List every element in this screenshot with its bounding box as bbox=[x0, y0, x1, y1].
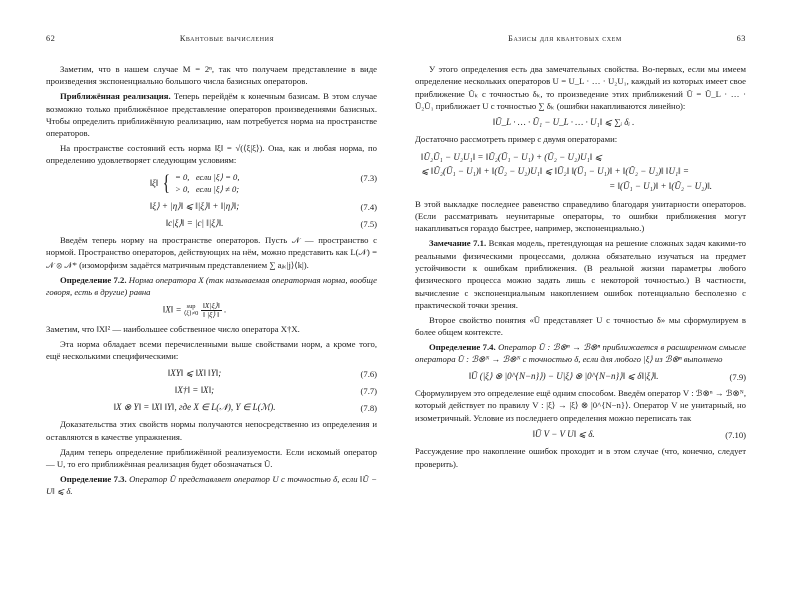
remark-7-1 bbox=[415, 237, 746, 311]
equation-7-6 bbox=[46, 367, 377, 380]
equation-7-10-number: (7.10) bbox=[725, 429, 746, 440]
paragraph-right-2: Достаточно рассмотреть пример с двумя операторами: bbox=[415, 134, 618, 145]
paragraph-left-2-text: Теперь перейдём к конечным базисам. В этом случае возможно только приближённое представление операторов произведениями базисных. Чтобы определить приближённую реализацию, нам потребуется норма на пространстве операторов. bbox=[46, 91, 377, 139]
remark-7-1-text: Всякая модель, претендующая на решение сложных задач какими-то реальными физическими процессами, должна обязательно изучаться на предмет устойчивости к ошибкам приближения. (В реальной жизни параметры любого физического процесса можно задать лишь с некоторой точностью.) В частности, вычисление с экспоненциальным накоплением ошибок потенциально бесполезно с практической точки зрения. bbox=[415, 238, 746, 311]
paragraph-right-5: Сформулируем это определение ещё одним способом. Введём оператор V : ℬ⊗ⁿ → ℬ⊗ᴺ, который действует по правилу V : |ξ⟩ → |ξ⟩ ⊗ |0^{N−n}⟩. Оператор V не унитарный, но изометричный. Условие из последнего определения можно переписать так bbox=[415, 387, 746, 423]
equation-7-6-number: (7.6) bbox=[360, 368, 377, 379]
equation-7-5 bbox=[46, 217, 377, 230]
column-right bbox=[415, 63, 746, 575]
column-left bbox=[46, 63, 377, 575]
definition-7-4-label: Определение 7.4. bbox=[429, 342, 496, 353]
paragraph-left-2 bbox=[46, 90, 377, 139]
paragraph-right-4: Второе свойство понятия «Ũ представляет U с точностью δ» мы сформулируем в более общем контексте. bbox=[415, 314, 746, 338]
folio-left: 62 bbox=[46, 34, 56, 43]
paragraph-left-8: Дадим теперь определение приближённой реализуемости. Если искомый оператор — U, то его приближённая реализация будет обозначаться Ũ. bbox=[46, 446, 377, 469]
definition-7-2-text: Норма оператора X (так называемая операторная норма, вообще говоря, есть в другие) равна bbox=[46, 274, 378, 297]
equation-operator-norm-body: ‖X‖ = sup ⟨ξ⟩≠0 $\frac{‖X|\xi⟩‖}{‖ |\xi⟩ ‖}$ . bbox=[162, 301, 227, 320]
equation-7-9 bbox=[415, 370, 746, 383]
equation-two-operators-line-3: = ‖(Ũ₁ − U₁)‖ + ‖(Ũ₂ − U₂)‖. bbox=[609, 180, 712, 191]
definition-7-3-label: Определение 7.3. bbox=[60, 473, 127, 484]
running-head-right bbox=[396, 34, 746, 43]
equation-7-5-body: ‖c|ξ⟩‖ = |c| ‖|ξ⟩‖. bbox=[165, 217, 224, 228]
equation-7-7-number: (7.7) bbox=[360, 385, 377, 396]
two-column-body bbox=[46, 63, 746, 575]
equation-two-operators bbox=[415, 149, 746, 193]
paragraph-left-5: Заметим, что ‖X‖² — наибольшее собственное число оператора X†X. bbox=[46, 324, 300, 335]
equation-7-5-number: (7.5) bbox=[360, 218, 377, 229]
equation-7-8 bbox=[46, 401, 377, 414]
equation-7-4-body: ‖ξ⟩ + |η⟩‖ ⩽ ‖|ξ⟩‖ + ‖|η⟩‖; bbox=[149, 200, 240, 211]
running-title-left: квантовые вычисления bbox=[179, 34, 275, 43]
equation-7-8-body: ‖X ⊗ Y‖ = ‖X‖ ‖Y‖, где X ∈ L(𝒩), Y ∈ L(ℳ). bbox=[113, 402, 276, 413]
equation-two-operators-body bbox=[415, 149, 712, 193]
equation-7-4 bbox=[46, 200, 377, 213]
definition-7-4 bbox=[415, 341, 746, 366]
paragraph-right-1: У этого определения есть два замечательных свойства. Во-первых, если мы имеем определение нескольких операторов U = U_L · … · U₂U₁, каждый из которых имеет свое приближение Ũₖ с точностью δₖ, то произведение этих приближений Ũ = Ũ_L · … · Ũ₂Ũ₁ приближает U с точностью ∑ δₖ (ошибки накапливаются линейно): bbox=[415, 64, 746, 112]
running-head-left bbox=[46, 34, 396, 43]
folio-right: 63 bbox=[736, 34, 746, 43]
equation-linear-error-body: ‖Ũ_L · … · Ũ₁ − U_L · … · U₁‖ ⩽ ∑ᵢ δᵢ . bbox=[492, 117, 635, 128]
equation-7-3-number: (7.3) bbox=[360, 172, 377, 183]
paragraph-right-3: В этой выкладке последнее равенство справедливо благодаря унитарности операторов. (Если рассматривать неунитарные операторы, то ошибки приближения могут накапливаться гораздо быстрее, например, экспоненциально.) bbox=[415, 198, 746, 234]
equation-7-7 bbox=[46, 384, 377, 397]
paragraph-left-4: Введём теперь норму на пространстве операторов. Пусть 𝒩 — пространство с нормой. Пространство операторов, действующих на нём, можно представить как L(𝒩) = 𝒩 ⊗ 𝒩* (изоморфизм задаётся матричным представлением ∑ aⱼₖ|j⟩⟨k|). bbox=[46, 235, 377, 270]
equation-two-operators-line-1: ‖Ũ₂Ũ₁ − U₂U₁‖ = ‖Ũ₂(Ũ₁ − U₁) + (Ũ₂ − U₂)U₁‖ ⩽ bbox=[421, 151, 603, 162]
runin-heading-approx: Приближённая реализация. bbox=[60, 91, 171, 102]
running-title-right: базисы для квантовых схем bbox=[508, 34, 622, 43]
definition-7-2 bbox=[46, 274, 377, 299]
definition-7-2-label: Определение 7.2. bbox=[60, 274, 127, 285]
equation-7-6-body: ‖XY‖ ⩽ ‖X‖ ‖Y‖; bbox=[167, 367, 222, 378]
paragraph-left-7: Доказательства этих свойств нормы получаются непосредственно из определения и оставляются в качестве упражнения. bbox=[46, 419, 377, 442]
equation-7-10-body: ‖Ũ V − V U‖ ⩽ δ. bbox=[532, 428, 595, 439]
paragraph-left-1: Заметим, что в нашем случае M = 2ⁿ, так что получаем представление в виде произведения экспоненциально большого числа базисных операторов. bbox=[46, 64, 377, 87]
equation-7-7-body: ‖X†‖ = ‖X‖; bbox=[174, 384, 215, 395]
paragraph-left-6: Эта норма обладает всеми перечисленными выше свойствами норм, а кроме того, ещё несколькими специфическими: bbox=[46, 339, 377, 362]
equation-7-3-body: ‖ξ‖ { = 0, если |ξ⟩ = 0, > 0, если |ξ⟩ ≠ 0; bbox=[149, 170, 240, 196]
equation-7-10 bbox=[415, 428, 746, 441]
equation-linear-error bbox=[415, 116, 746, 129]
equation-7-9-body: ‖Ũ (|ξ⟩ ⊗ |0^{N−n}⟩) − U|ξ⟩ ⊗ |0^{N−n}⟩‖ ⩽ δ‖|ξ⟩‖. bbox=[468, 370, 659, 381]
definition-7-3-text: Оператор Ũ представляет оператор U с точностью δ, если ‖Ũ − U‖ ⩽ δ. bbox=[46, 473, 378, 497]
equation-7-8-number: (7.8) bbox=[360, 403, 377, 414]
equation-two-operators-line-2: ⩽ ‖Ũ₂(Ũ₁ − U₁)‖ + ‖(Ũ₂ − U₂)U₁‖ ⩽ ‖Ũ₂‖ ‖(Ũ₁ − U₁)‖ + ‖(Ũ₂ − U₂)‖ ‖U₁‖ = bbox=[421, 166, 689, 177]
paragraph-left-3: На пространстве состояний есть норма ‖ξ‖ = √(⟨ξ|ξ⟩). Она, как и любая норма, по определению удовлетворяет следующим условиям: bbox=[46, 143, 377, 166]
equation-7-9-number: (7.9) bbox=[729, 371, 746, 382]
definition-7-4-text: Оператор Ũ : ℬ⊗ⁿ → ℬ⊗ⁿ приближается в расширенном смысле оператора Ũ : ℬ⊗ᴺ → ℬ⊗ᴺ с точностью δ, если для любого |ξ⟩ из ℬ⊗ⁿ выполнено bbox=[415, 342, 746, 365]
equation-7-4-number: (7.4) bbox=[360, 201, 377, 212]
equation-7-3 bbox=[46, 171, 377, 196]
remark-7-1-label: Замечание 7.1. bbox=[429, 238, 487, 249]
definition-7-3 bbox=[46, 473, 377, 498]
equation-operator-norm bbox=[46, 302, 377, 319]
running-head bbox=[46, 34, 746, 43]
paragraph-right-6: Рассуждение про накопление ошибок проходит и в этом случае (что, конечно, следует проверить). bbox=[415, 446, 746, 469]
